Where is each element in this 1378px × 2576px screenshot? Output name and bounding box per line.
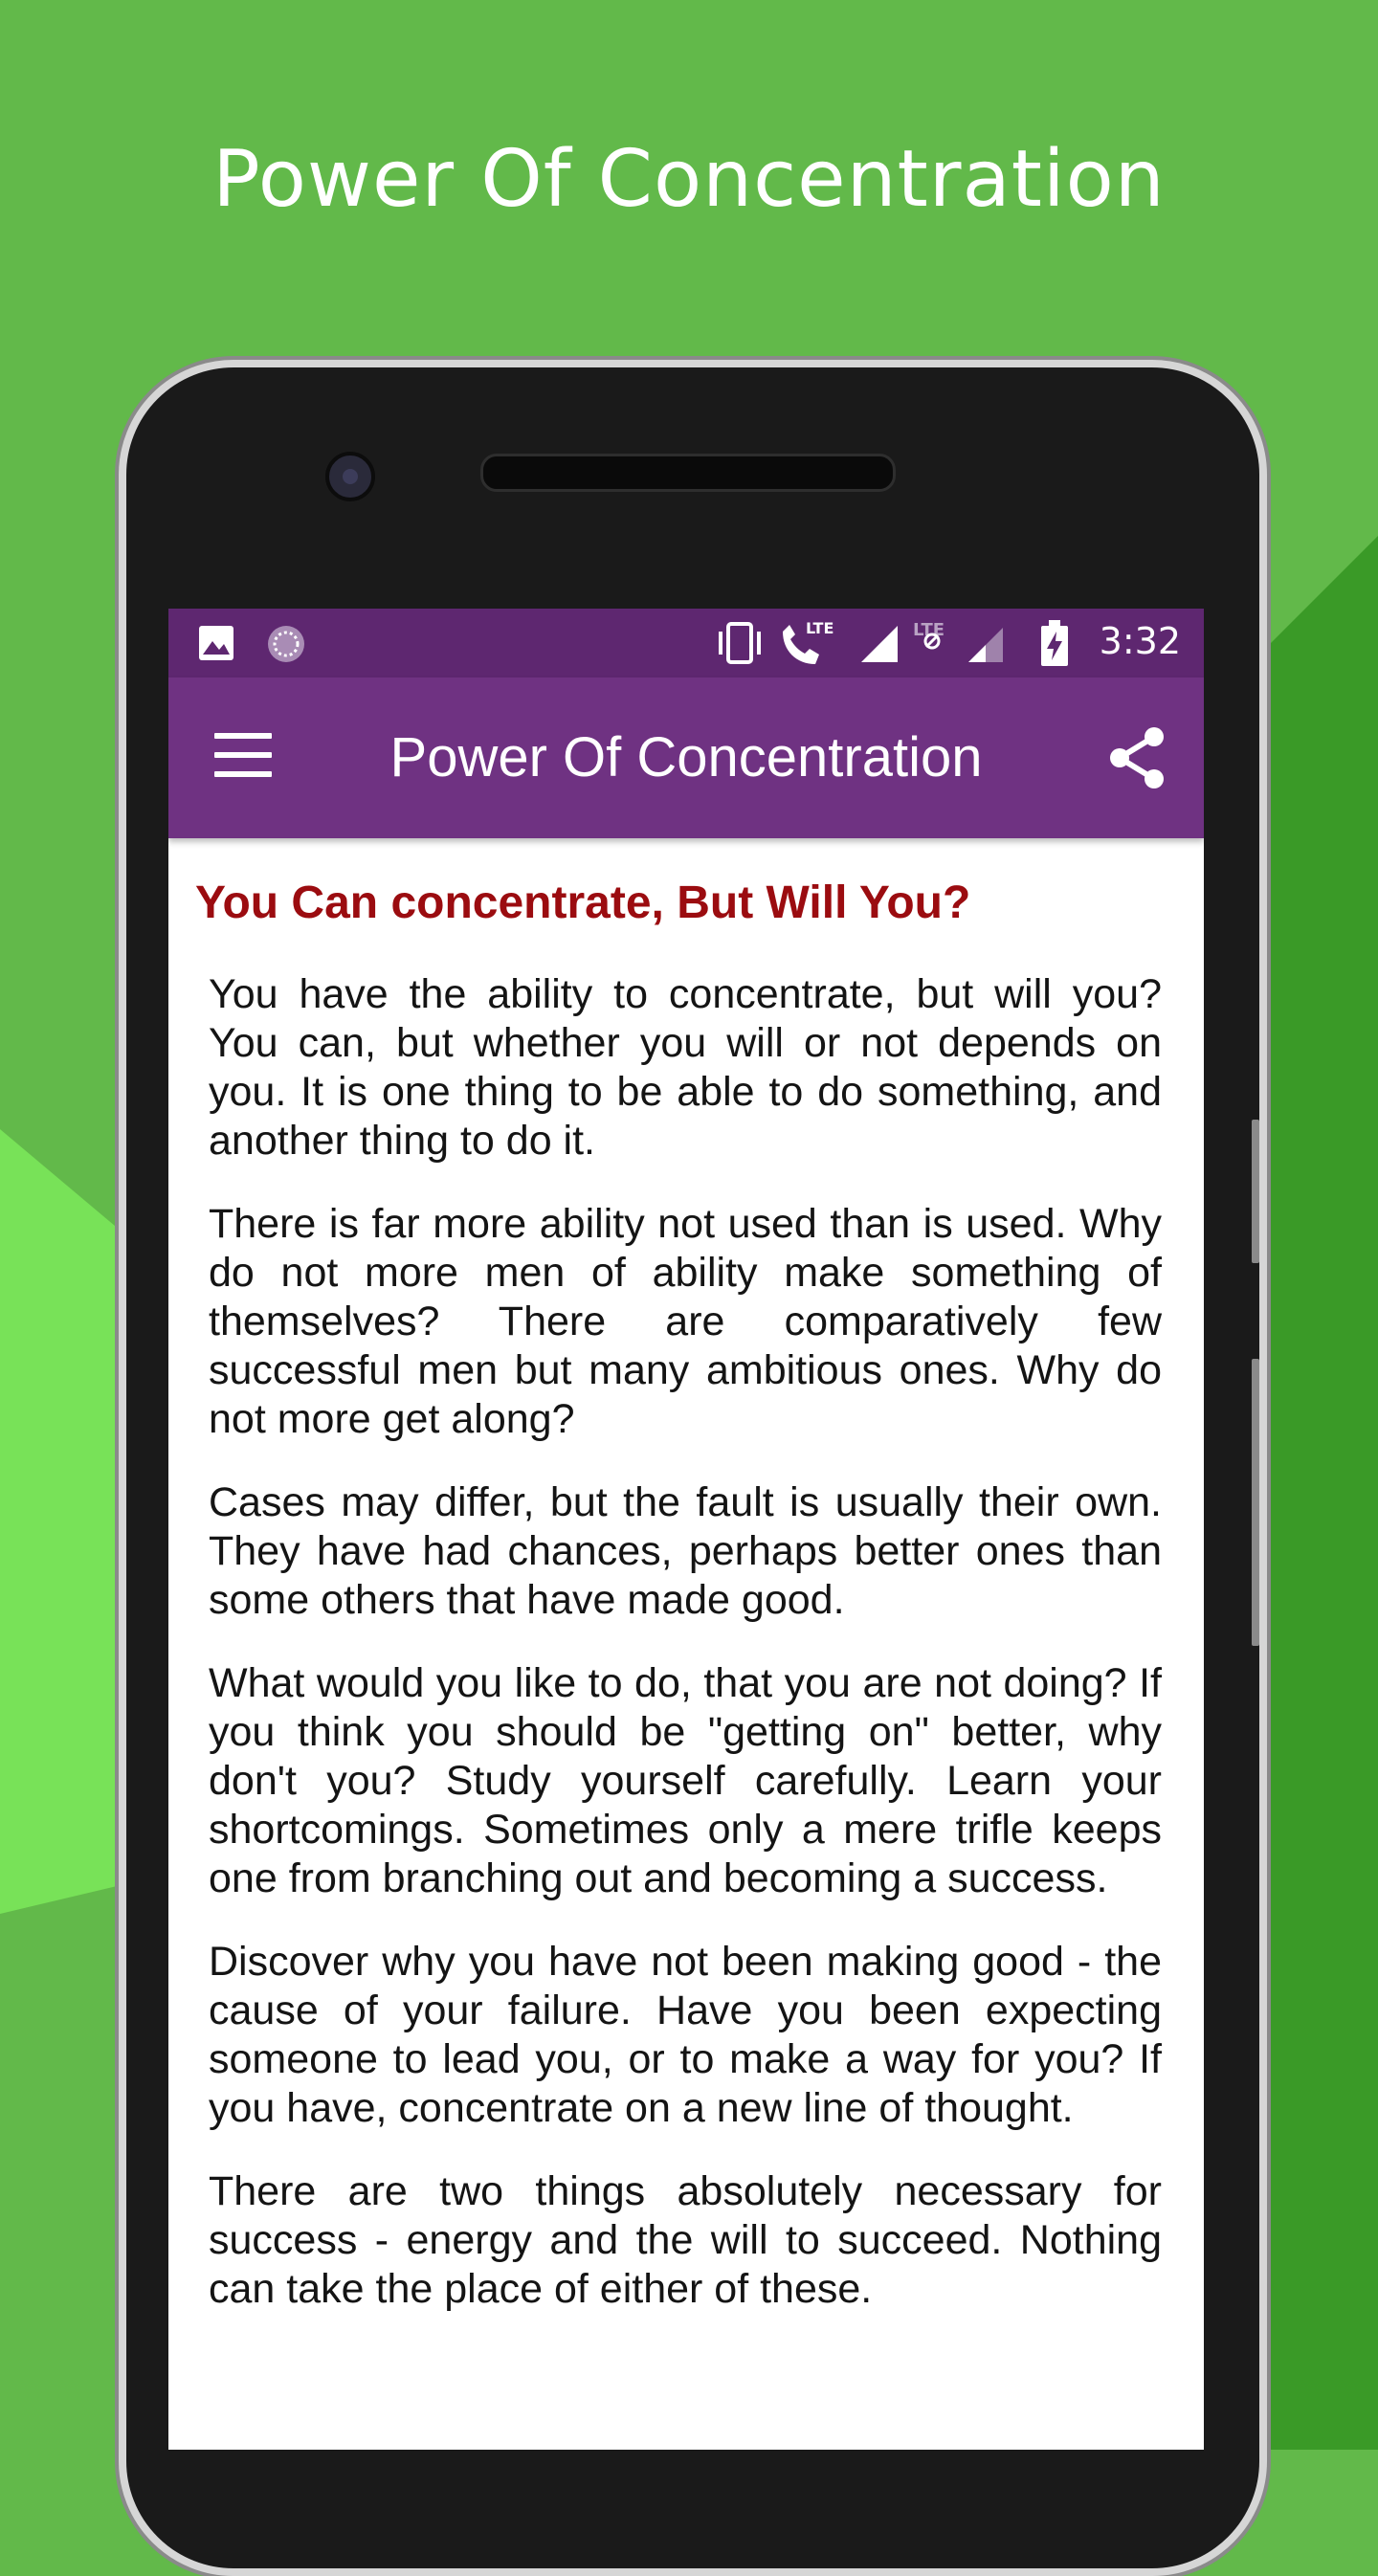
front-camera bbox=[325, 452, 375, 501]
svg-text:LTE: LTE bbox=[913, 620, 945, 640]
signal-weak-icon bbox=[965, 624, 1007, 666]
signal-icon bbox=[857, 622, 901, 666]
article-paragraph: There is far more ability not used than is used. Why do not more men of ability make something of themselves? There are comparatively few successful men but many ambitious ones. Why do not more get along? bbox=[209, 1201, 1162, 1442]
article-paragraph: Discover why you have not been making good - the cause of your failure. Have you been expecting someone to lead you, or to make a way for you? If you have, concentrate on a new line of thought. bbox=[209, 1939, 1162, 2131]
phone-screen bbox=[168, 609, 1204, 2450]
image-icon bbox=[197, 624, 235, 662]
promo-title: Power Of Concentration bbox=[212, 134, 1166, 225]
article-paragraph: What would you like to do, that you are not doing? If you think you should be "getting on" better, why don't you? Study yourself carefully. Learn your shortcomings. Sometimes only a mere trifle keeps one from branching out and becoming a success. bbox=[209, 1660, 1162, 1901]
status-time: 3:32 bbox=[1099, 620, 1181, 662]
phone-volume-button bbox=[1252, 1120, 1259, 1263]
svg-text:LTE: LTE bbox=[806, 619, 834, 637]
app-bar bbox=[168, 677, 1204, 838]
article-body bbox=[209, 970, 1162, 2348]
battery-charging-icon bbox=[1039, 618, 1070, 668]
article-paragraph: Cases may differ, but the fault is usually their own. They have had chances, perhaps better ones than some others that have made good. bbox=[209, 1479, 1162, 1623]
app-notification-icon bbox=[266, 624, 306, 664]
app-title: Power Of Concentration bbox=[389, 726, 983, 788]
status-bar bbox=[168, 609, 1204, 677]
share-icon[interactable] bbox=[1106, 725, 1167, 790]
phone-speaker bbox=[480, 454, 896, 492]
lte-off-icon bbox=[905, 616, 963, 655]
lte-call-icon bbox=[777, 618, 844, 668]
phone-power-button bbox=[1252, 1359, 1259, 1646]
article-heading: You Can concentrate, But Will You? bbox=[195, 877, 971, 928]
article-paragraph: You have the ability to concentrate, but will you? You can, but whether you will or not depends on you. It is one thing to be able to do something, and another thing to do it. bbox=[209, 971, 1162, 1164]
article-paragraph: There are two things absolutely necessary for success - energy and the will to succeed. Nothing can take the place of either of these. bbox=[209, 2168, 1162, 2312]
vibrate-icon bbox=[714, 620, 766, 666]
